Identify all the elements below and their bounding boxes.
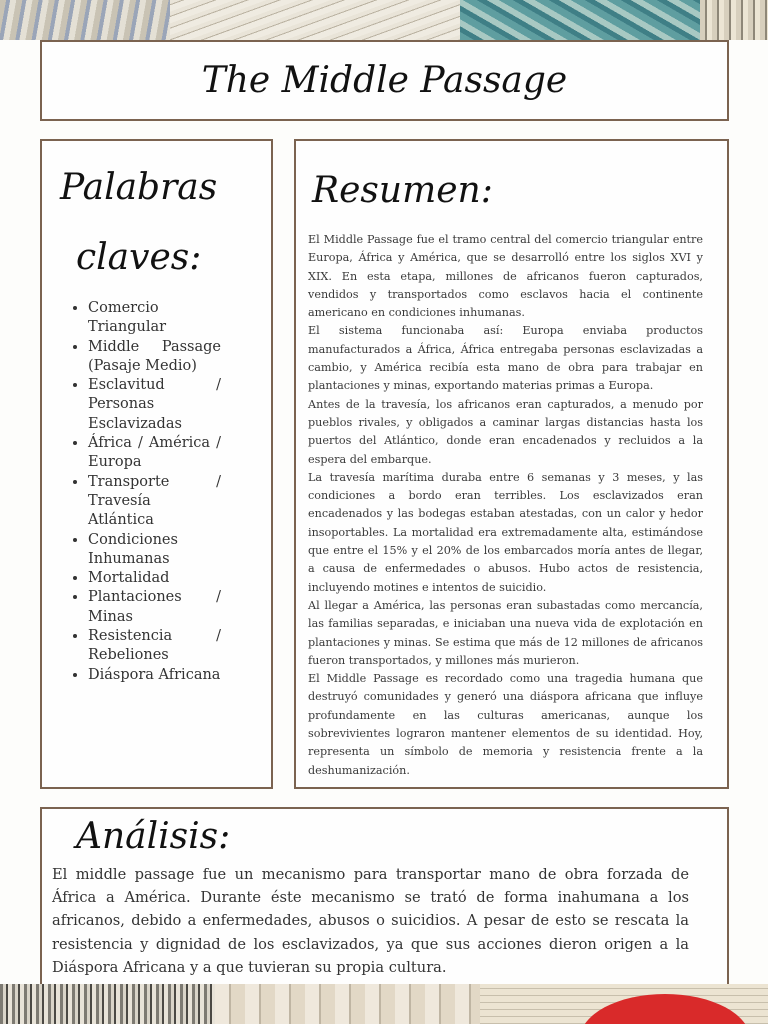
ship-illustration-image <box>0 0 170 40</box>
analysis-heading: Análisis: <box>76 816 231 857</box>
ship-rigging-image <box>170 0 460 40</box>
summary-paragraph: El sistema funcionaba así: Europa enviaba productos manufacturados a África, África entregaba personas esclavizadas a cambio, y América recibía esta mano de obra para trabajar en plantaciones y minas, exportando materias primas a Europa. <box>308 324 703 393</box>
historical-map-image <box>480 984 768 1024</box>
keyword-item: • Resistencia / Rebeliones <box>88 627 221 666</box>
keyword-item: • Comercio Triangular <box>88 299 221 338</box>
title-box <box>40 40 729 121</box>
analysis-box <box>40 807 729 986</box>
keyword-item: • Diáspora Africana <box>88 666 221 685</box>
summary-paragraph: Al llegar a América, las personas eran subastadas como mercancía, las familias separadas, e iniciaban una nueva vida de explotación en plantaciones y minas. Se estima que más de 12 millones de africanos fueron transportados, y millones más murieron. <box>308 598 703 667</box>
keywords-heading-line2: claves: <box>76 237 202 278</box>
analysis-text: El middle passage fue un mecanismo para transportar mano de obra forzada de África a América. Durante éste mecanismo se trató de forma inahumana a los africanos, debido a enfermedades, abusos o suicidios. A pesar de esto se rescata la resistencia y dignidad de los esclavizados, ya que sus acciones dieron origen a la Diáspora Africana y a que tuvieran su propia cultura. <box>52 866 689 976</box>
keyword-item: • Condiciones Inhumanas <box>88 531 221 570</box>
bottom-collage-banner <box>0 984 768 1024</box>
slave-ship-diagram-image <box>0 984 215 1024</box>
ship-plan-image <box>215 984 480 1024</box>
keywords-list <box>42 299 271 685</box>
keywords-heading <box>60 153 271 293</box>
document-image <box>700 0 768 40</box>
map-image <box>460 0 700 40</box>
keywords-heading-line1: Palabras <box>60 167 218 208</box>
keyword-item: • África / América / Europa <box>88 434 221 473</box>
keyword-item: • Middle Passage (Pasaje Medio) <box>88 338 221 377</box>
keyword-item: • Plantaciones / Minas <box>88 588 221 627</box>
keyword-item: • Mortalidad <box>88 569 221 588</box>
summary-paragraph: La travesía marítima duraba entre 6 semanas y 3 meses, y las condiciones a bordo eran terribles. Los esclavizados eran encadenados y las bodegas estaban atestadas, con un calor y hedor insoportables. La mortalidad era extremadamente alta, estimándose que entre el 15% y el 20% de los embarcados moría antes de llegar, a causa de enfermedades o abusos. Hubo actos de resistencia, incluyendo motines e intentos de suicidio. <box>308 470 703 594</box>
summary-box <box>294 139 729 789</box>
summary-paragraph: El Middle Passage fue el tramo central del comercio triangular entre Europa, África y América, que se desarrolló entre los siglos XVI y XIX. En esta etapa, millones de africanos fueron capturados, vendidos y transportados como esclavos hacia el continente americano en condiciones inhumanas. <box>308 233 703 320</box>
page-title: The Middle Passage <box>201 60 568 101</box>
summary-body <box>308 231 703 780</box>
keyword-item: • Transporte / Travesía Atlántica <box>88 473 221 531</box>
keyword-item: • Esclavitud / Personas Esclavizadas <box>88 376 221 434</box>
keywords-box <box>40 139 273 789</box>
summary-paragraph: Antes de la travesía, los africanos eran capturados, a menudo por pueblos rivales, y obligados a caminar largas distancias hasta los puertos del Atlántico, donde eran encadenados y recluidos a la espera del embarque. <box>308 397 703 466</box>
top-collage-banner <box>0 0 768 40</box>
summary-paragraph: El Middle Passage es recordado como una tragedia humana que destruyó comunidades y generó una diáspora africana que influye profundamente en las culturas americanas, aunque los sobrevivientes lograron mantener elementos de su identidad. Hoy, representa un símbolo de memoria y resistencia frente a la deshumanización. <box>308 672 703 777</box>
summary-heading: Resumen: <box>312 170 493 211</box>
